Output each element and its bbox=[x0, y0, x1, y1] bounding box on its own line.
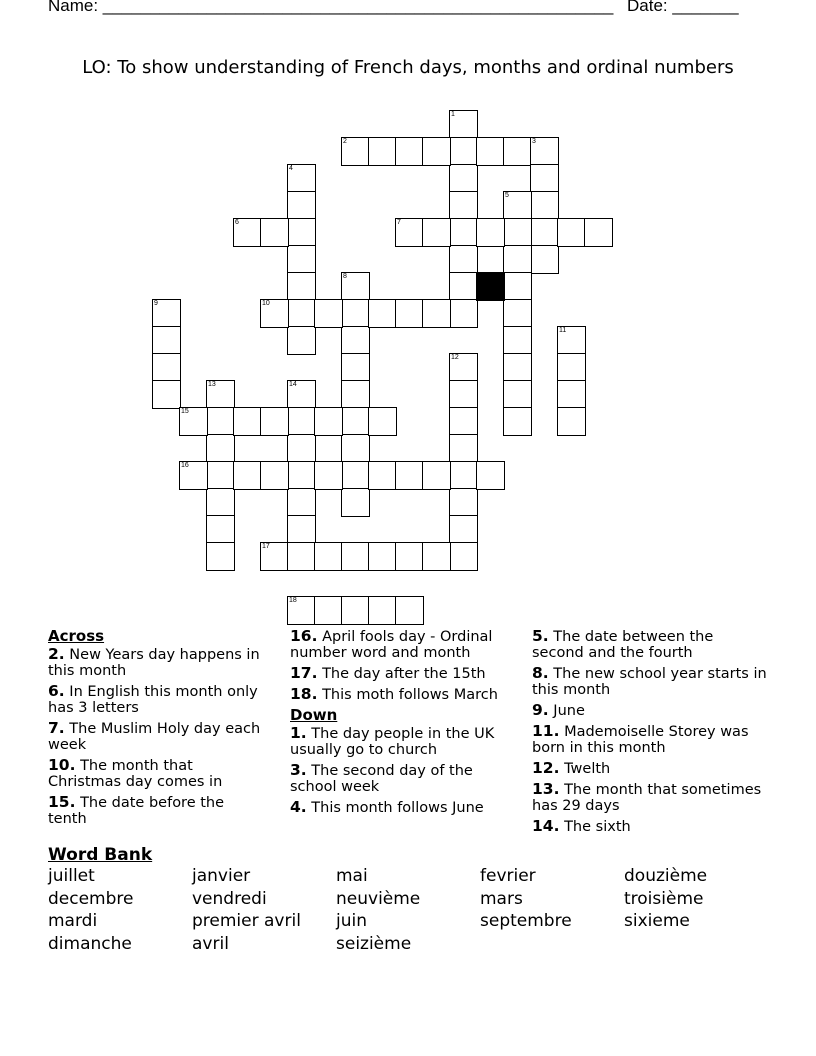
clue-number-label: 2 bbox=[343, 138, 347, 145]
crossword-cell[interactable] bbox=[503, 353, 532, 382]
across-heading: Across bbox=[48, 627, 105, 645]
clue-number: 7. bbox=[48, 719, 65, 737]
crossword-cell[interactable] bbox=[206, 515, 235, 544]
crossword-cell[interactable] bbox=[422, 218, 451, 247]
clue-number-label: 6 bbox=[235, 219, 239, 226]
crossword-cell[interactable] bbox=[179, 461, 208, 490]
word-bank-title: Word Bank bbox=[48, 845, 153, 865]
clue-item bbox=[48, 646, 263, 679]
crossword-cell[interactable] bbox=[503, 245, 532, 274]
clue-number: 6. bbox=[48, 682, 65, 700]
clue-number: 15. bbox=[48, 793, 76, 811]
clues-column-1 bbox=[48, 628, 263, 831]
crossword-cell[interactable] bbox=[503, 191, 532, 220]
crossword-cell[interactable] bbox=[476, 137, 505, 166]
clue-item bbox=[290, 725, 520, 758]
crossword-cell[interactable] bbox=[422, 299, 451, 328]
clue-number-label: 10 bbox=[262, 300, 270, 307]
clue-number-label: 5 bbox=[505, 192, 509, 199]
clue-number: 12. bbox=[532, 759, 560, 777]
crossword-cell[interactable] bbox=[206, 380, 235, 409]
clue-number-label: 9 bbox=[154, 300, 158, 307]
clue-item bbox=[290, 665, 520, 682]
crossword-cell[interactable] bbox=[503, 218, 532, 247]
date-field-label: Date: _______ bbox=[627, 0, 739, 15]
crossword-cell[interactable] bbox=[314, 542, 343, 571]
crossword-cell[interactable] bbox=[395, 299, 424, 328]
crossword-cell[interactable] bbox=[314, 461, 343, 490]
crossword-cell[interactable] bbox=[260, 461, 289, 490]
clue-item bbox=[290, 686, 520, 703]
clue-text: The day after the 15th bbox=[322, 666, 486, 682]
word-bank-item: janvier bbox=[192, 866, 251, 886]
clue-text: April fools day - Ordinal number word and month bbox=[290, 629, 493, 661]
clue-text: This moth follows March bbox=[322, 687, 498, 703]
clue-item bbox=[48, 794, 263, 827]
crossword-cell[interactable] bbox=[368, 407, 397, 436]
crossword-cell[interactable] bbox=[476, 461, 505, 490]
clue-number: 13. bbox=[532, 780, 560, 798]
crossword-cell[interactable] bbox=[341, 326, 370, 355]
clue-number: 8. bbox=[532, 664, 549, 682]
clue-number: 10. bbox=[48, 756, 76, 774]
crossword-cell[interactable] bbox=[287, 218, 316, 247]
clue-number-label: 16 bbox=[181, 462, 189, 469]
crossword-cell[interactable] bbox=[368, 137, 397, 166]
crossword-cell[interactable] bbox=[449, 137, 478, 166]
crossword-cell[interactable] bbox=[449, 515, 478, 544]
crossword-cell[interactable] bbox=[449, 110, 478, 139]
crossword-cell[interactable] bbox=[530, 191, 559, 220]
clue-number-label: 13 bbox=[208, 381, 216, 388]
crossword-cell[interactable] bbox=[449, 488, 478, 517]
crossword-cell[interactable] bbox=[557, 353, 586, 382]
crossword-cell[interactable] bbox=[368, 596, 397, 625]
crossword-cell[interactable] bbox=[476, 218, 505, 247]
clue-text: The second day of the school week bbox=[290, 763, 473, 795]
clue-text: The day people in the UK usually go to church bbox=[290, 726, 495, 758]
crossword-cell[interactable] bbox=[233, 461, 262, 490]
crossword-cell[interactable] bbox=[206, 434, 235, 463]
crossword-cell[interactable] bbox=[422, 137, 451, 166]
crossword-cell[interactable] bbox=[449, 434, 478, 463]
word-bank-item: premier avril bbox=[192, 911, 301, 931]
crossword-cell[interactable] bbox=[449, 164, 478, 193]
crossword-cell[interactable] bbox=[503, 380, 532, 409]
crossword-cell[interactable] bbox=[233, 218, 262, 247]
clue-number-label: 3 bbox=[532, 138, 536, 145]
word-bank-item: douzième bbox=[624, 866, 708, 886]
crossword-cell[interactable] bbox=[260, 299, 289, 328]
word-bank-item: neuvième bbox=[336, 888, 421, 909]
word-bank-item: fevrier bbox=[480, 866, 536, 886]
crossword-cell[interactable] bbox=[449, 191, 478, 220]
crossword-cell[interactable] bbox=[233, 407, 262, 436]
crossword-cell[interactable] bbox=[152, 353, 181, 382]
crossword-cell[interactable] bbox=[314, 596, 343, 625]
crossword-cell[interactable] bbox=[206, 488, 235, 517]
crossword-cell[interactable] bbox=[179, 407, 208, 436]
clue-text: The new school year starts in this month bbox=[532, 666, 767, 698]
crossword-cell[interactable] bbox=[557, 326, 586, 355]
crossword-cell[interactable] bbox=[314, 299, 343, 328]
crossword-cell[interactable] bbox=[206, 461, 235, 490]
crossword-cell[interactable] bbox=[557, 407, 586, 436]
crossword-cell[interactable] bbox=[206, 407, 235, 436]
crossword-cell[interactable] bbox=[341, 353, 370, 382]
crossword-cell[interactable] bbox=[260, 407, 289, 436]
crossword-cell[interactable] bbox=[530, 245, 559, 274]
crossword-cell[interactable] bbox=[449, 299, 478, 328]
crossword-cell[interactable] bbox=[449, 353, 478, 382]
crossword-cell[interactable] bbox=[368, 299, 397, 328]
crossword-cell[interactable] bbox=[503, 326, 532, 355]
crossword-cell[interactable] bbox=[503, 272, 532, 301]
crossword-cell[interactable] bbox=[449, 272, 478, 301]
crossword-cell[interactable] bbox=[449, 245, 478, 274]
clue-item bbox=[290, 799, 520, 816]
crossword-cell[interactable] bbox=[341, 434, 370, 463]
clue-text: This month follows June bbox=[311, 800, 484, 816]
clue-number-label: 12 bbox=[451, 354, 459, 361]
word-bank-item: juin bbox=[336, 911, 367, 931]
crossword-cell[interactable] bbox=[557, 380, 586, 409]
word-bank-item: septembre bbox=[480, 911, 572, 931]
word-bank-item: mai bbox=[336, 866, 368, 886]
clue-number: 11. bbox=[532, 722, 560, 740]
clue-text: Mademoiselle Storey was born in this month bbox=[532, 724, 749, 756]
clue-item bbox=[48, 683, 263, 716]
clue-item bbox=[48, 720, 263, 753]
crossword-cell[interactable] bbox=[341, 461, 370, 490]
crossword-cell[interactable] bbox=[152, 326, 181, 355]
crossword-cell[interactable] bbox=[341, 542, 370, 571]
clue-number-label: 17 bbox=[262, 543, 270, 550]
clue-text: Twelth bbox=[564, 761, 611, 777]
clue-number-label: 1 bbox=[451, 111, 455, 118]
clue-text: The month that Christmas day comes in bbox=[48, 758, 223, 790]
clue-item bbox=[290, 628, 520, 661]
crossword-cell[interactable] bbox=[503, 299, 532, 328]
clue-number-label: 8 bbox=[343, 273, 347, 280]
crossword-cell[interactable] bbox=[287, 380, 316, 409]
clue-text: The date before the tenth bbox=[48, 795, 225, 827]
crossword-cell[interactable] bbox=[341, 488, 370, 517]
clue-number-label: 15 bbox=[181, 408, 189, 415]
crossword-cell[interactable] bbox=[368, 461, 397, 490]
clues-column-3 bbox=[532, 628, 768, 839]
clue-number: 3. bbox=[290, 761, 307, 779]
clue-number: 16. bbox=[290, 627, 318, 645]
clue-text: The Muslim Holy day each week bbox=[48, 721, 261, 753]
clue-text: The month that sometimes has 29 days bbox=[532, 782, 762, 814]
page-title: LO: To show understanding of French days, months and ordinal numbers bbox=[82, 57, 734, 78]
crossword-cell[interactable] bbox=[287, 326, 316, 355]
clue-item bbox=[532, 702, 768, 719]
crossword-cell[interactable] bbox=[341, 272, 370, 301]
clue-text: New Years day happens in this month bbox=[48, 647, 260, 679]
crossword-cell[interactable] bbox=[287, 515, 316, 544]
clue-number: 4. bbox=[290, 798, 307, 816]
crossword-cell[interactable] bbox=[314, 407, 343, 436]
crossword-cell[interactable] bbox=[530, 218, 559, 247]
crossword-cell[interactable] bbox=[287, 542, 316, 571]
word-bank-item: sixieme bbox=[624, 911, 690, 931]
word-bank-item: dimanche bbox=[48, 933, 132, 954]
crossword-cell[interactable] bbox=[341, 380, 370, 409]
crossword-cell[interactable] bbox=[341, 596, 370, 625]
word-bank-item: mars bbox=[480, 888, 523, 909]
clue-number-label: 11 bbox=[559, 327, 567, 334]
clues-column-2 bbox=[290, 628, 520, 820]
clue-number-label: 7 bbox=[397, 219, 401, 226]
crossword-cell[interactable] bbox=[530, 137, 559, 166]
clue-item bbox=[532, 818, 768, 835]
crossword-cell[interactable] bbox=[287, 407, 316, 436]
word-bank-item: avril bbox=[192, 933, 229, 954]
word-bank-item: juillet bbox=[48, 866, 95, 886]
clue-text: The date between the second and the fourth bbox=[532, 629, 714, 661]
crossword-cell[interactable] bbox=[422, 542, 451, 571]
word-bank-item: decembre bbox=[48, 888, 134, 909]
crossword-cell[interactable] bbox=[395, 218, 424, 247]
crossword-cell[interactable] bbox=[287, 434, 316, 463]
crossword-cell[interactable] bbox=[584, 218, 613, 247]
crossword-cell[interactable] bbox=[395, 461, 424, 490]
clue-text: The sixth bbox=[564, 819, 631, 835]
clue-number-label: 14 bbox=[289, 381, 297, 388]
clue-number: 1. bbox=[290, 724, 307, 742]
crossword-cell[interactable] bbox=[287, 596, 316, 625]
word-bank-item: vendredi bbox=[192, 888, 267, 909]
clue-number: 17. bbox=[290, 664, 318, 682]
clue-item bbox=[532, 781, 768, 814]
word-bank-item: seizième bbox=[336, 933, 412, 954]
clue-item bbox=[532, 723, 768, 756]
crossword-cell[interactable] bbox=[287, 488, 316, 517]
crossword-cell[interactable] bbox=[260, 218, 289, 247]
clue-text: In English this month only has 3 letters bbox=[48, 684, 258, 716]
clue-text: June bbox=[553, 703, 585, 719]
crossword-cell[interactable] bbox=[260, 542, 289, 571]
crossword-cell[interactable] bbox=[206, 542, 235, 571]
crossword-cell[interactable] bbox=[287, 299, 316, 328]
crossword-cell[interactable] bbox=[152, 299, 181, 328]
crossword-cell[interactable] bbox=[341, 137, 370, 166]
crossword-cell[interactable] bbox=[449, 218, 478, 247]
crossword-cell[interactable] bbox=[449, 407, 478, 436]
clue-item bbox=[48, 757, 263, 790]
crossword-cell[interactable] bbox=[287, 191, 316, 220]
crossword-cell[interactable] bbox=[395, 137, 424, 166]
crossword-cell[interactable] bbox=[152, 380, 181, 409]
crossword-cell[interactable] bbox=[395, 542, 424, 571]
clue-number: 5. bbox=[532, 627, 549, 645]
crossword-cell[interactable] bbox=[449, 461, 478, 490]
crossword-cell[interactable] bbox=[287, 164, 316, 193]
crossword-cell[interactable] bbox=[557, 218, 586, 247]
clue-item bbox=[532, 665, 768, 698]
clue-number-label: 18 bbox=[289, 597, 297, 604]
crossword-cell[interactable] bbox=[503, 407, 532, 436]
clue-number: 14. bbox=[532, 817, 560, 835]
crossword-cell[interactable] bbox=[503, 137, 532, 166]
crossword-cell[interactable] bbox=[449, 380, 478, 409]
word-bank-item: troisième bbox=[624, 888, 704, 909]
crossword-cell[interactable] bbox=[287, 272, 316, 301]
crossword-black-square bbox=[476, 272, 505, 301]
clue-number: 18. bbox=[290, 685, 318, 703]
crossword-cell[interactable] bbox=[530, 164, 559, 193]
clue-number-label: 4 bbox=[289, 165, 293, 172]
crossword-cell[interactable] bbox=[341, 407, 370, 436]
crossword-cell[interactable] bbox=[287, 245, 316, 274]
crossword-cell[interactable] bbox=[287, 461, 316, 490]
crossword-cell[interactable] bbox=[368, 542, 397, 571]
crossword-cell[interactable] bbox=[341, 299, 370, 328]
crossword-cell[interactable] bbox=[449, 542, 478, 571]
crossword-cell[interactable] bbox=[395, 596, 424, 625]
clue-number: 2. bbox=[48, 645, 65, 663]
clue-item bbox=[290, 762, 520, 795]
word-bank-item: mardi bbox=[48, 911, 98, 931]
clue-item bbox=[532, 628, 768, 661]
crossword-cell[interactable] bbox=[422, 461, 451, 490]
clue-number: 9. bbox=[532, 701, 549, 719]
down-heading: Down bbox=[290, 706, 338, 724]
clue-item bbox=[532, 760, 768, 777]
name-field-label: Name: ______________________________________________________ bbox=[48, 0, 614, 15]
